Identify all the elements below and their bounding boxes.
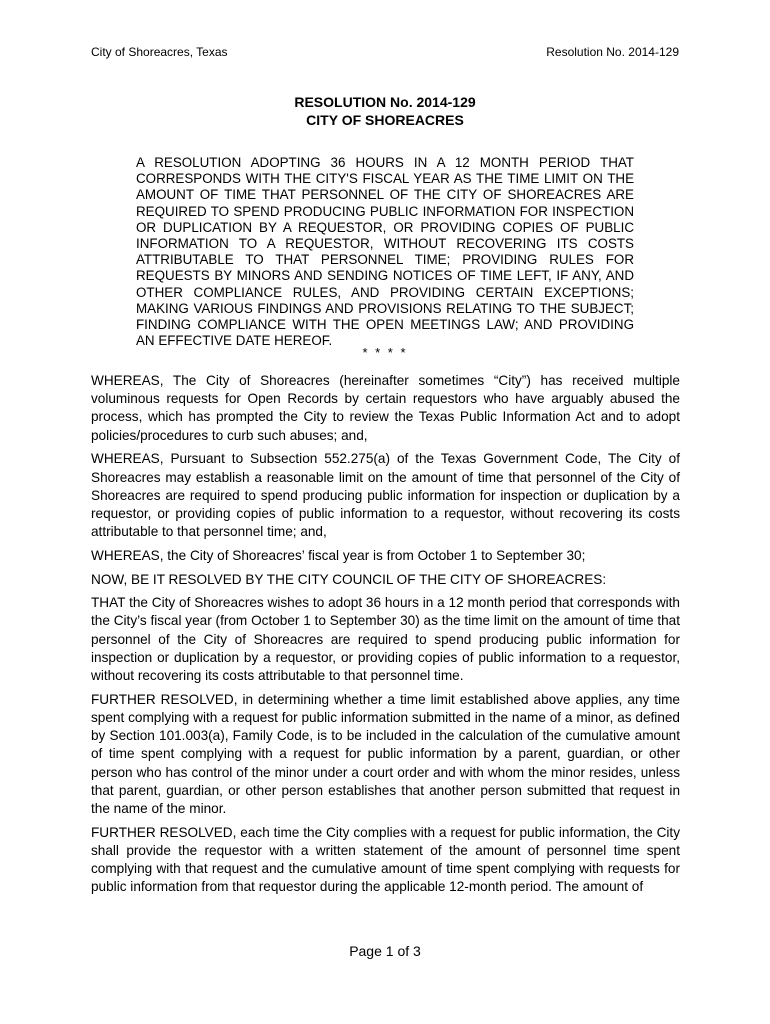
resolution-body [91, 372, 680, 902]
further-resolved-paragraph-1: FURTHER RESOLVED, in determining whether a time limit established above applies, any time spent complying with a request for public information submitted in the name of a minor, as defined by Section 101.003(a), Family Code, is to be included in the calculation of the cumulative amount of time spent complying with a request for public information by a parent, guardian, or other person who has control of the minor under a court order and with whom the minor resides, unless that parent, guardian, or other person establishes that another person submitted that request in the name of the minor. [91, 691, 680, 816]
header-city: City of Shoreacres, Texas [91, 45, 228, 59]
page-number: Page 1 of 3 [349, 943, 421, 959]
section-separator: * * * * [362, 345, 408, 360]
whereas-paragraph-3: WHEREAS, the City of Shoreacres’ fiscal year is from October 1 to September 30; [91, 547, 586, 563]
whereas-paragraph-2: WHEREAS, Pursuant to Subsection 552.275(a) of the Texas Government Code, The City of Shoreacres may establish a reasonable limit on the amount of time that personnel of the City of Shoreacres are required to spend producing public information for inspection or duplication by a requestor, or providing copies of public information to a requestor, without recovering its costs attributable to that personnel time; and, [91, 451, 680, 540]
resolution-title: RESOLUTION No. 2014-129 [294, 94, 476, 110]
whereas-paragraph-1: WHEREAS, The City of Shoreacres (hereinafter sometimes “City”) has received multiple voluminous requests for Open Records by certain requestors who have arguably abused the process, which has prompted the City to review the Texas Public Information Act and to adopt policies/procedures to curb such abuses; and, [91, 373, 680, 443]
header-resolution-number: Resolution No. 2014-129 [546, 45, 679, 59]
resolution-abstract: A RESOLUTION ADOPTING 36 HOURS IN A 12 MONTH PERIOD THAT CORRESPONDS WITH THE CITY'S FISCAL YEAR AS THE TIME LIMIT ON THE AMOUNT OF TIME THAT PERSONNEL OF THE CITY OF SHOREACRES ARE REQUIRED TO SPEND PRODUCING PUBLIC INFORMATION FOR INSPECTION OR DUPLICATION BY A REQUESTOR, OR PROVIDING COPIES OF PUBLIC INFORMATION TO A REQUESTOR, WITHOUT RECOVERING ITS COSTS ATTRIBUTABLE TO THAT PERSONNEL TIME; PROVIDING RULES FOR REQUESTS BY MINORS AND SENDING NOTICES OF TIME LEFT, IF ANY, AND OTHER COMPLIANCE RULES, AND PROVIDING CERTAIN EXCEPTIONS; MAKING VARIOUS FINDINGS AND PROVISIONS RELATING TO THE SUBJECT; FINDING COMPLIANCE WITH THE OPEN MEETINGS LAW; AND PROVIDING AN EFFECTIVE DATE HEREOF. [136, 155, 634, 349]
further-resolved-paragraph-2: FURTHER RESOLVED, each time the City complies with a request for public information, the City shall provide the requestor with a written statement of the amount of personnel time spent complying with that request and the cumulative amount of time spent complying with requests for public information from that requestor during the applicable 12-month period. The amount of [91, 824, 680, 895]
resolved-heading: NOW, BE IT RESOLVED BY THE CITY COUNCIL OF THE CITY OF SHOREACRES: [91, 571, 607, 587]
city-title: CITY OF SHOREACRES [306, 112, 464, 128]
that-paragraph: THAT the City of Shoreacres wishes to adopt 36 hours in a 12 month period that corresponds with the City’s fiscal year (from October 1 to September 30) as the time limit on the amount of time that personnel of the City of Shoreacres are required to spend producing public information for inspection or duplication by a requestor, or providing copies of public information to a requestor, without recovering its costs attributable to that personnel time. [91, 595, 680, 684]
